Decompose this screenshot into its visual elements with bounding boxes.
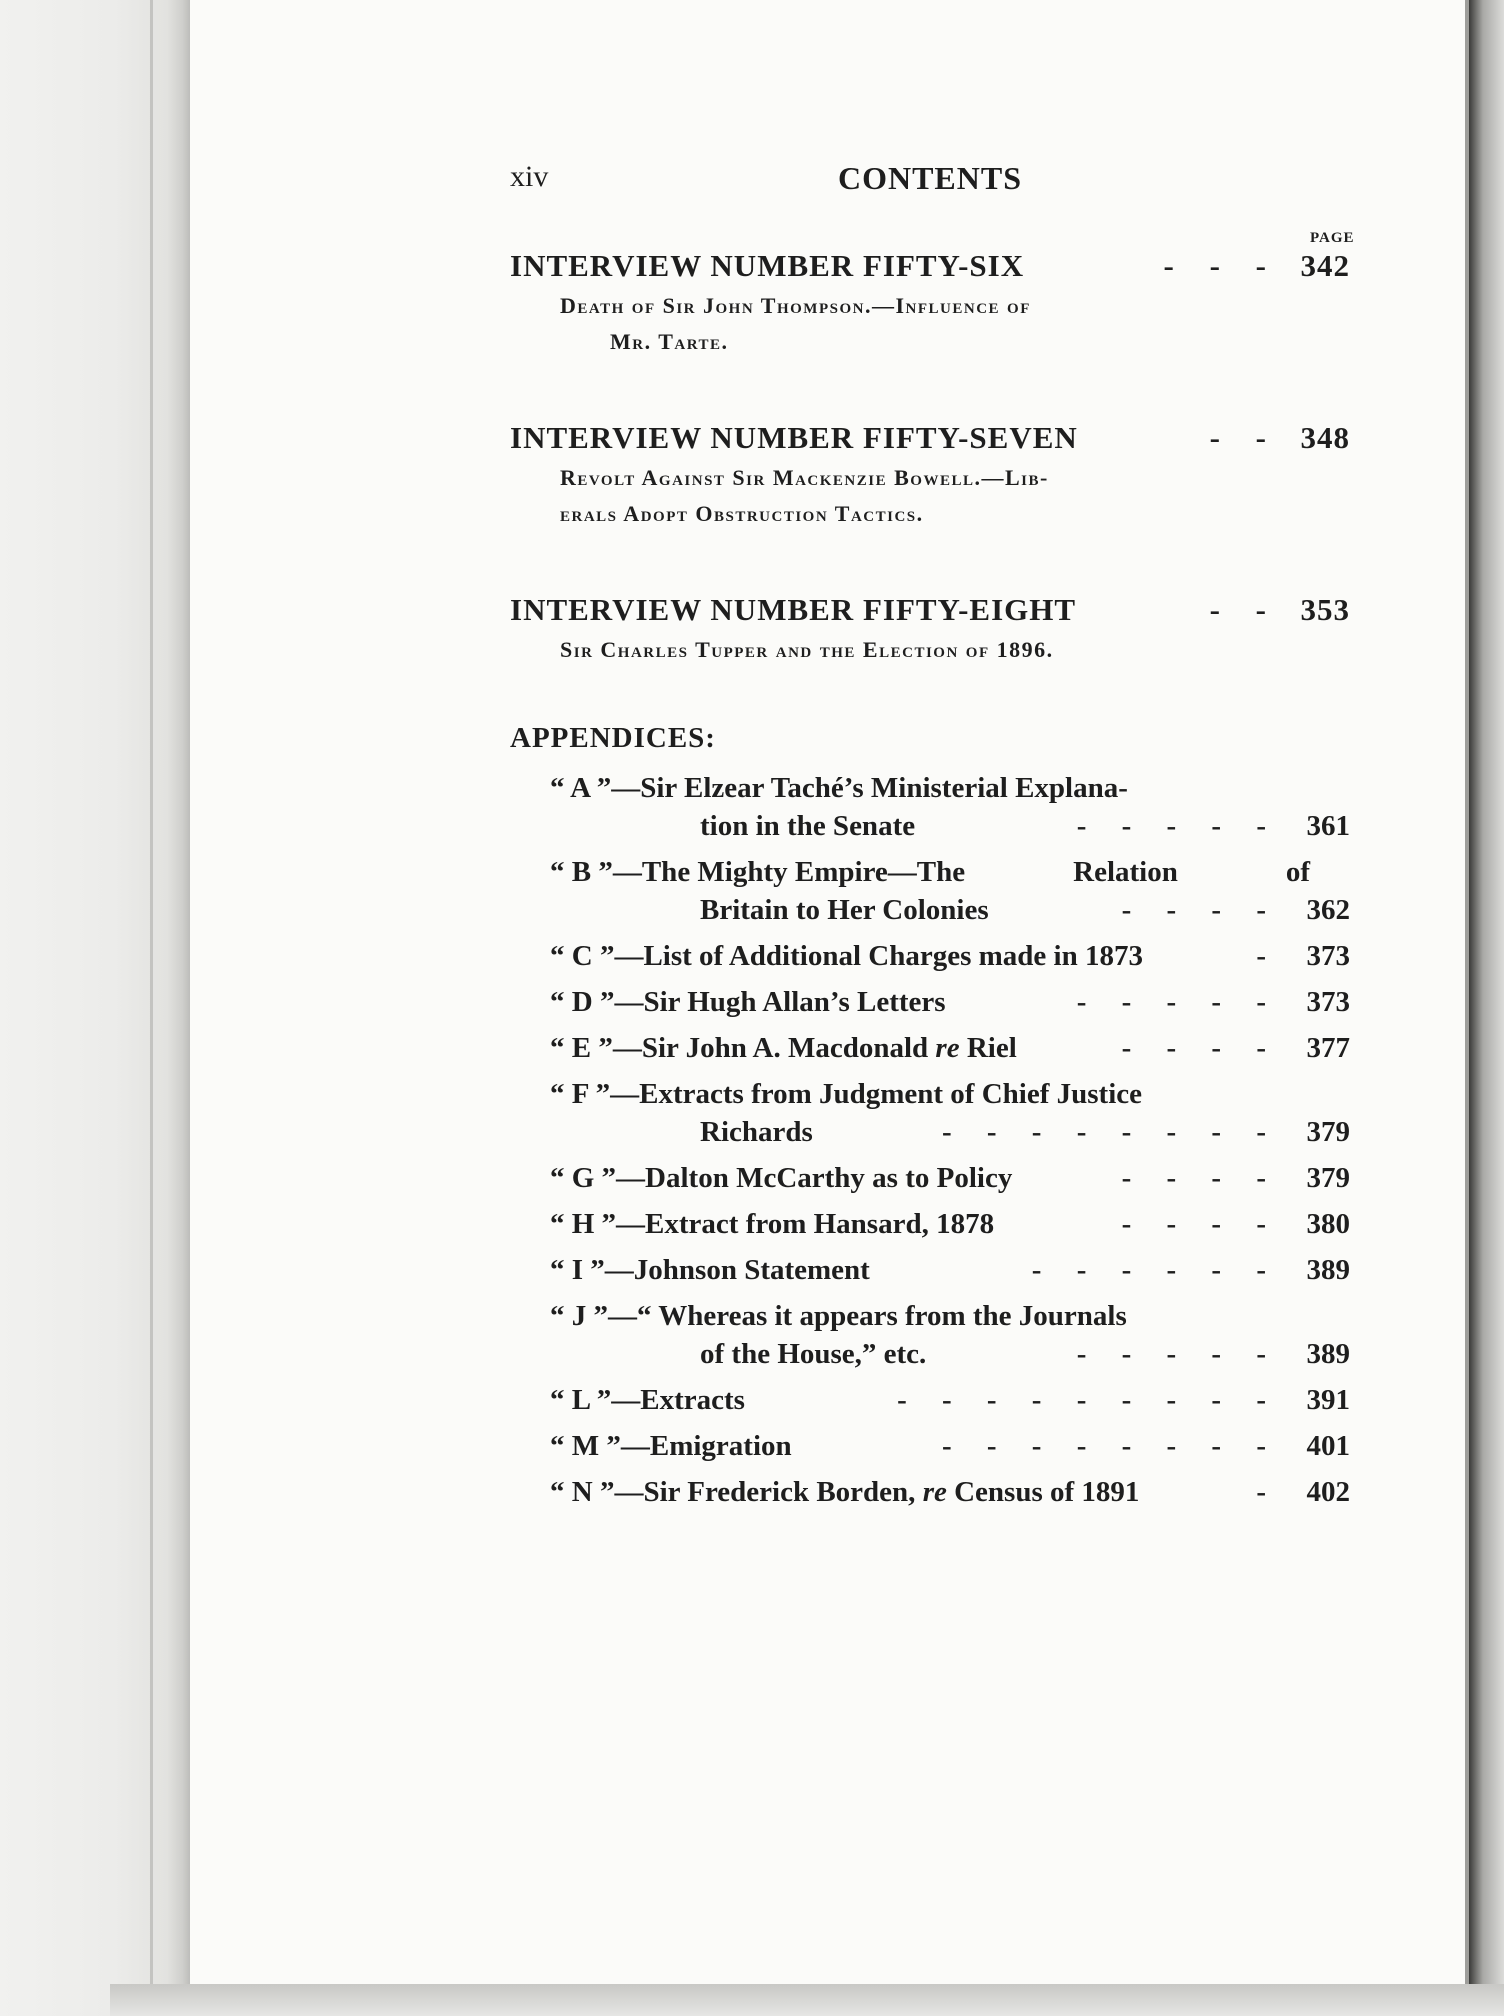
dot-leader: - - - - - [1076, 986, 1280, 1018]
appendix-entry-a [510, 769, 1350, 845]
page-number: 401 [1306, 1430, 1350, 1462]
entry-summary [510, 632, 1280, 668]
page-number: 373 [1306, 940, 1350, 972]
entry-text: “ M ”—Emigration [550, 1430, 792, 1462]
summary-line: Mr. Tarte. [610, 329, 729, 354]
summary-line: Death of Sir John Thompson.—Influence of [560, 293, 1031, 318]
page-number: 389 [1306, 1254, 1350, 1286]
page-number: 391 [1306, 1384, 1350, 1416]
page-number: 379 [1306, 1162, 1350, 1194]
entry-text-part: “ B ”—The Mighty Empire—The [550, 856, 966, 888]
toc-entry-interview-56 [510, 248, 1350, 360]
dot-leader: - - - - - - - - - [897, 1384, 1280, 1416]
summary-line: Revolt Against Sir Mackenzie Bowell.—Lib- [560, 465, 1049, 490]
entry-title: INTERVIEW NUMBER FIFTY-EIGHT [510, 592, 1077, 627]
dot-leader: - - - - - - - - [941, 1116, 1280, 1148]
page-number: 380 [1306, 1208, 1350, 1240]
entry-text: “ L ”—Extracts [550, 1384, 745, 1416]
entry-text: “ D ”—Sir Hugh Allan’s Letters [550, 986, 946, 1018]
dot-leader: - - [1209, 592, 1280, 627]
table-of-contents [510, 248, 1350, 1519]
dot-leader: - - - - - [1076, 1338, 1280, 1370]
entry-title: INTERVIEW NUMBER FIFTY-SEVEN [510, 420, 1078, 455]
page-number: 379 [1306, 1116, 1350, 1148]
entry-text [550, 853, 1310, 891]
dot-leader: - - - - - [1076, 810, 1280, 842]
scan-left-edge [0, 0, 190, 2016]
scan-bottom-edge [110, 1984, 1504, 2016]
appendix-entry-i [510, 1251, 1350, 1289]
toc-entry-interview-58 [510, 592, 1350, 668]
appendix-entry-c [510, 937, 1350, 975]
entry-summary [510, 460, 1280, 532]
appendix-entry-h [510, 1205, 1350, 1243]
dot-leader: - - - - [1121, 1208, 1280, 1240]
dot-leader: - - - - [1121, 894, 1280, 926]
appendix-entry-n [510, 1473, 1350, 1511]
entry-text: “ I ”—Johnson Statement [550, 1254, 870, 1286]
page-number: 342 [1300, 248, 1350, 283]
entry-text: “ H ”—Extract from Hansard, 1878 [550, 1208, 995, 1240]
entry-text-italic: re [922, 1476, 947, 1508]
dot-leader: - - - - - - - - [941, 1430, 1280, 1462]
page-folio: xiv [510, 160, 549, 193]
toc-entry-interview-57 [510, 420, 1350, 532]
appendix-entry-m [510, 1427, 1350, 1465]
dot-leader: - - - - - - [1031, 1254, 1280, 1286]
page-number: 389 [1306, 1338, 1350, 1370]
dot-leader: - - - - [1121, 1162, 1280, 1194]
dot-leader: - - [1209, 420, 1280, 455]
entry-text: “ G ”—Dalton McCarthy as to Policy [550, 1162, 1013, 1194]
entry-text: of the House,” etc. [700, 1338, 927, 1370]
appendices-heading: APPENDICES: [510, 722, 716, 754]
page-number: 361 [1306, 810, 1350, 842]
appendix-entry-g [510, 1159, 1350, 1197]
entry-summary [510, 288, 1280, 360]
appendix-entry-l [510, 1381, 1350, 1419]
appendix-entry-b [510, 853, 1350, 929]
summary-line: Sir Charles Tupper and the Election of 1896. [560, 637, 1054, 662]
entry-text [550, 1473, 1139, 1511]
page-number: 402 [1306, 1476, 1350, 1508]
entry-text: “ F ”—Extracts from Judgment of Chief Justice [550, 1078, 1142, 1110]
entry-text: “ C ”—List of Additional Charges made in 1873 [550, 940, 1143, 972]
entry-text-italic: re [935, 1032, 960, 1064]
page-number: 348 [1300, 420, 1350, 455]
entry-text: “ A ”—Sir Elzear Taché’s Ministerial Explana- [550, 772, 1128, 804]
dot-leader: - [1256, 1476, 1280, 1508]
appendix-entry-d [510, 983, 1350, 1021]
appendix-entry-j [510, 1297, 1350, 1373]
page-number: 373 [1306, 986, 1350, 1018]
summary-line: erals Adopt Obstruction Tactics. [560, 501, 924, 526]
entry-text [550, 1029, 1017, 1067]
appendix-entry-e [510, 1029, 1350, 1067]
entry-text-part: Riel [959, 1032, 1017, 1064]
entry-text-part: of [1285, 856, 1310, 888]
page-column-label: PAGE [1310, 230, 1355, 246]
dot-leader: - - - - [1121, 1032, 1280, 1064]
page-number: 377 [1306, 1032, 1350, 1064]
appendix-entry-f [510, 1075, 1350, 1151]
entry-text-part: Relation [1073, 856, 1178, 888]
page-number: 362 [1306, 894, 1350, 926]
entry-text: “ J ”—“ Whereas it appears from the Journals [550, 1300, 1127, 1332]
entry-text-part: “ E ”—Sir John A. Macdonald [550, 1032, 936, 1064]
dot-leader: - - - [1163, 248, 1280, 283]
entry-text: Britain to Her Colonies [700, 894, 989, 926]
scan-right-edge [1469, 0, 1504, 2016]
running-header [510, 160, 1340, 200]
entry-text: tion in the Senate [700, 810, 916, 842]
page-number: 353 [1300, 592, 1350, 627]
entry-text-part: Census of 1891 [946, 1476, 1140, 1508]
dot-leader: - [1256, 940, 1280, 972]
entry-title: INTERVIEW NUMBER FIFTY-SIX [510, 248, 1025, 283]
running-title: CONTENTS [837, 160, 1023, 196]
entry-text-part: “ N ”—Sir Frederick Borden, [550, 1476, 923, 1508]
entry-text: Richards [700, 1116, 813, 1148]
